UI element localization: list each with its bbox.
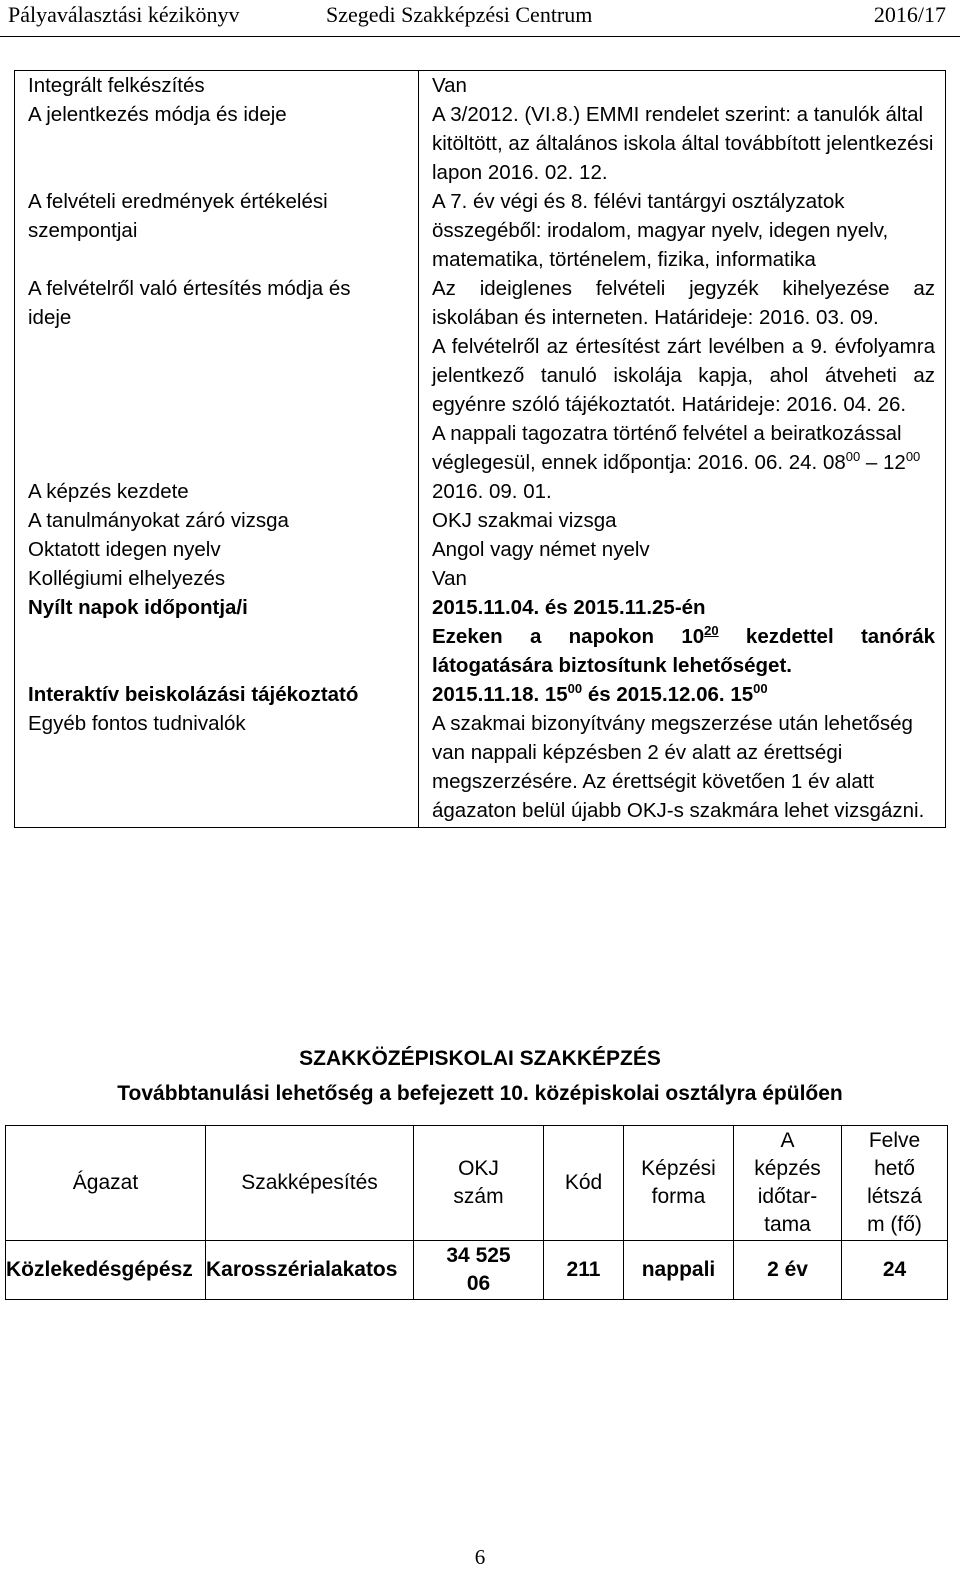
info-text: Ezeken a napokon 10 [432,625,705,648]
superscript: 00 [753,681,768,696]
info-row-nyilt-napok [15,593,946,680]
header-cell-szakkepesites: Szakképesítés [206,1126,414,1241]
header-text: A [780,1129,795,1152]
info-value: Van [419,564,946,593]
info-label: A jelentkezés módja és ideje [15,100,419,187]
header-text: szám [453,1185,504,1208]
page-number: 6 [474,1545,486,1569]
info-label: Interaktív beiskolázási tájékoztató [15,680,419,709]
info-row-integralt [15,71,946,101]
info-row-zaro-vizsga [15,506,946,535]
info-value: A 3/2012. (VI.8.) EMMI rendelet szerint: a tanulók által kitöltött, az általános iskola által továbbított jelentkezési lapon 2016. 02. 12. [419,100,946,187]
info-value-group [419,593,946,680]
info-text: és 2015.12.06. 15 [582,683,754,706]
header-cell-agazat: Ágazat [6,1126,206,1241]
header-text: képzés [754,1157,821,1180]
info-label: Kollégiumi elhelyezés [15,564,419,593]
info-row-jelentkezes [15,100,946,187]
header-cell-kepzesi-forma [624,1126,734,1241]
header-text: tama [764,1213,811,1236]
page-header [0,0,960,30]
info-label: Egyéb fontos tudnivalók [15,709,419,828]
header-text: forma [651,1185,706,1208]
info-paragraph: A felvételről az értesítést zárt levélben a 9. évfolyamra jelentkező tanuló iskolája kapja, ahol átveheti az egyénre szóló tájékoztatót. Határideje: 2016. 04. 26. [432,335,935,416]
header-text: hető [874,1157,915,1180]
cell-kepzesi-forma: nappali [624,1241,734,1300]
info-value: 2016. 09. 01. [419,477,946,506]
header-cell-letszam [842,1126,948,1241]
info-label: A felvételi eredmények értékelési szempontjai [15,187,419,274]
info-paragraph [432,419,935,477]
info-value [419,680,946,709]
header-cell-idotartam [734,1126,842,1241]
cell-szakkepesites: Karosszérialakatos [206,1241,414,1300]
info-label: A felvételről való értesítés módja és ideje [15,274,419,477]
info-row-idegen-nyelv [15,535,946,564]
program-table-header-row [6,1126,948,1241]
info-row-ertesites [15,274,946,477]
header-text: OKJ [458,1157,499,1180]
info-label: A tanulmányokat záró vizsga [15,506,419,535]
cell-kod: 211 [544,1241,624,1300]
header-divider [0,36,960,37]
info-text: 2015.11.04. és 2015.11.25-én [432,596,706,619]
header-text: m (fő) [867,1213,922,1236]
superscript: 00 [567,681,583,696]
info-label: Nyílt napok időpontja/i [15,593,419,680]
info-text: – 12 [860,451,906,474]
section-subtitle: Továbbtanulási lehetőség a befejezett 10. középiskolai osztályra épülően [117,1082,843,1105]
cell-text: 06 [466,1272,491,1295]
info-text: kezdettel tanórák látogatására biztosítunk lehetőséget. [432,625,935,677]
superscript: 00 [905,449,921,464]
program-table [5,1125,948,1300]
info-value: Van [419,71,946,101]
info-value: A szakmai bizonyítvány megszerzése után lehetőség van nappali képzésben 2 év alatt az érettségi megszerzésére. Az érettségit követően 1 év alatt ágazaton belül újabb OKJ-s szakmára lehet vizsgázni. [419,709,946,828]
header-text: létszá [867,1185,922,1208]
header-text: Felve [868,1129,921,1152]
school-info-table [14,70,946,828]
cell-agazat: Közlekedésgépész [6,1241,206,1300]
info-label: Oktatott idegen nyelv [15,535,419,564]
info-row-kollegium [15,564,946,593]
info-row-interaktiv [15,680,946,709]
cell-idotartam: 2 év [734,1241,842,1300]
info-value: OKJ szakmai vizsga [419,506,946,535]
header-cell-okj-szam [414,1126,544,1241]
info-value: A 7. év végi és 8. félévi tantárgyi osztályzatok összegéből: irodalom, magyar nyelv, idegen nyelv, matematika, történelem, fizika, informatika [419,187,946,274]
header-cell-kod: Kód [544,1126,624,1241]
info-paragraph [432,622,935,680]
info-row-egyeb [15,709,946,828]
info-label: A képzés kezdete [15,477,419,506]
header-text: időtar- [757,1185,818,1208]
header-text: Képzési [641,1157,716,1180]
info-row-felveteli-szempontok [15,187,946,274]
info-text: 2015.11.18. 15 [432,683,568,706]
cell-letszam: 24 [842,1241,948,1300]
header-right-text: 2016/17 [873,2,946,27]
info-row-kepzes-kezdete [15,477,946,506]
program-table-row [6,1241,948,1300]
header-left-text: Pályaválasztási kézikönyv [8,2,240,27]
info-value-group [419,274,946,477]
superscript: 20 [704,623,719,638]
info-value: Angol vagy német nyelv [419,535,946,564]
info-paragraph: Az ideiglenes felvételi jegyzék kihelyezése az iskolában és interneten. Határideje: 2016. 03. 09. [432,277,935,329]
cell-text: 34 525 [446,1244,511,1267]
header-center-text: Szegedi Szakképzési Centrum [326,2,593,27]
section-title: SZAKKÖZÉPISKOLAI SZAKKÉPZÉS [299,1047,661,1070]
info-label: Integrált felkészítés [15,71,419,101]
cell-okj-szam [414,1241,544,1300]
superscript: 00 [845,449,861,464]
info-text: A nappali tagozatra történő felvétel a beiratkozással véglegesül, ennek időpontja: 2016. 06. 24. 08 [432,422,902,474]
